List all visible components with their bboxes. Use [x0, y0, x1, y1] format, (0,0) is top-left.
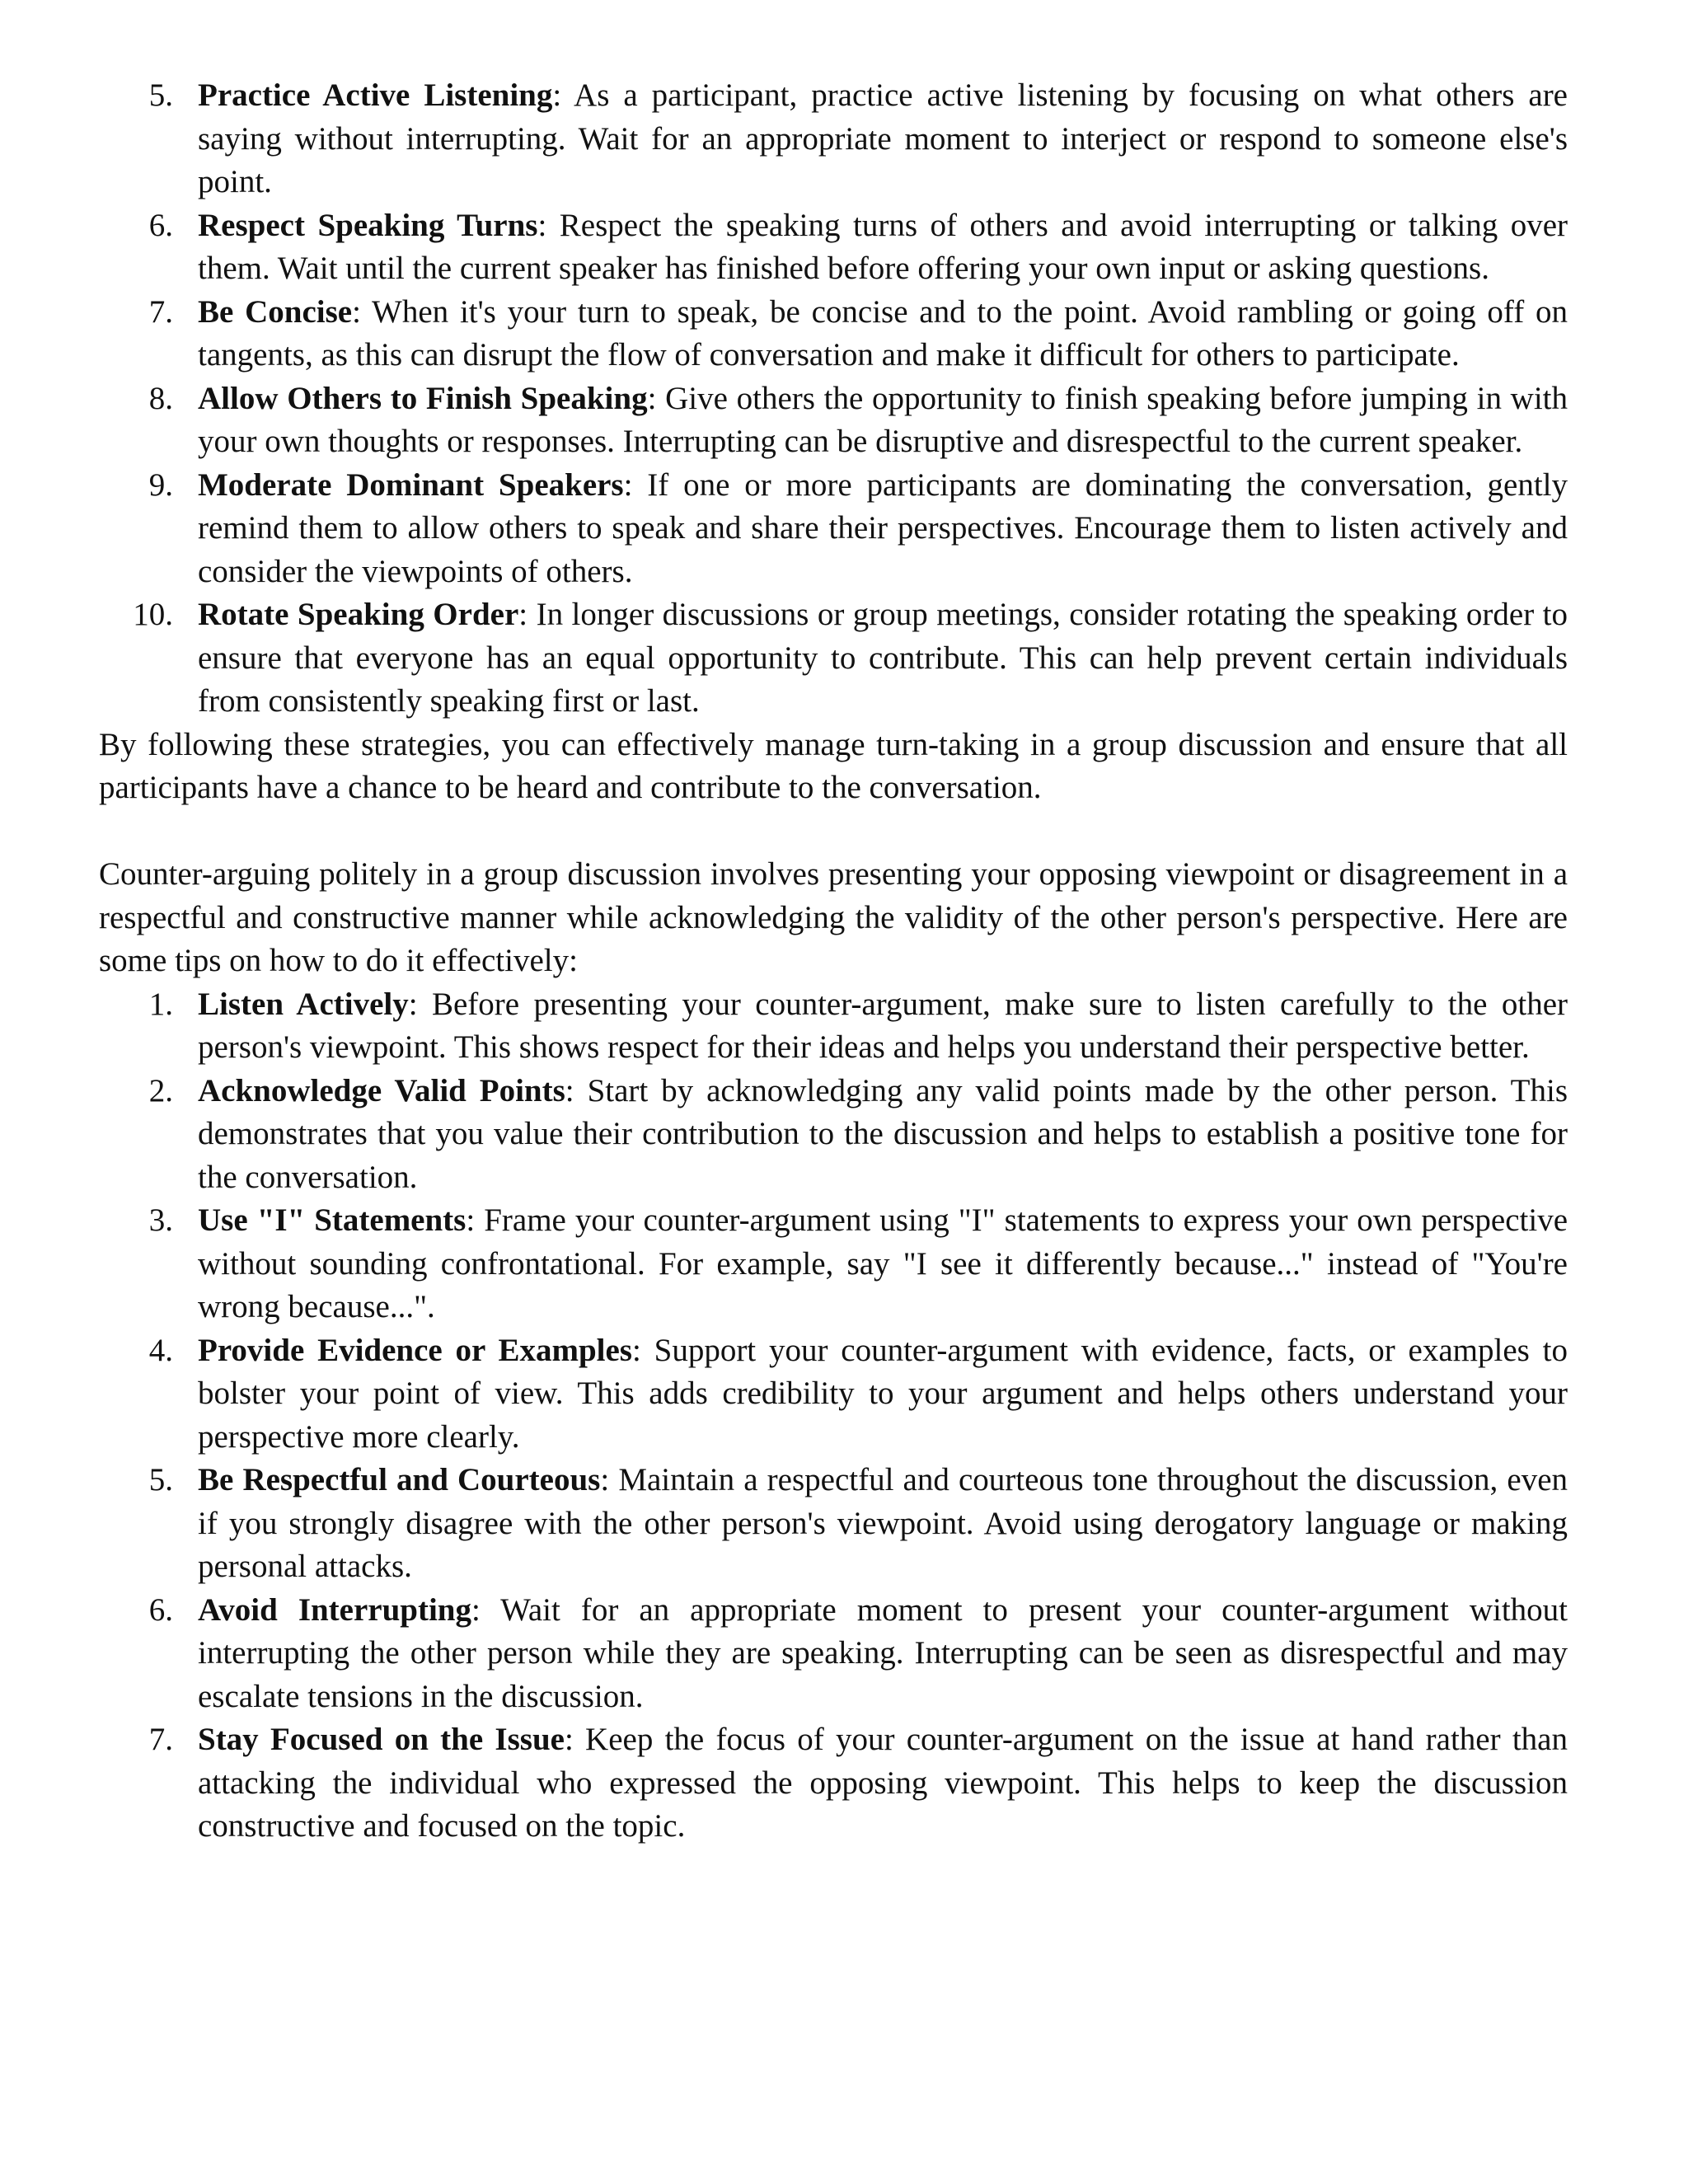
list-item [99, 1459, 1568, 1589]
item-text: : Maintain a respectful and courteous tone throughout the discussion, even if you strongly disagree with the other person's viewpoint. Avoid using derogatory language or making personal attacks. [198, 1462, 1568, 1584]
list-number: 6. [148, 1591, 173, 1628]
item-text: : When it's your turn to speak, be concise and to the point. Avoid rambling or going off on tangents, as this can disrupt the flow of conversation and make it difficult for others to participate. [198, 293, 1568, 373]
item-text: : Respect the speaking turns of others and avoid interrupting or talking over them. Wait until the current speaker has finished before offering your own input or asking questions. [198, 207, 1568, 286]
item-term: Rotate Speaking Order [198, 597, 519, 632]
list-item [99, 464, 1568, 594]
item-text: : As a participant, practice active listening by focusing on what others are saying without interrupting. Wait for an appropriate moment to interject or respond to someone else's point. [198, 77, 1568, 199]
item-term: Respect Speaking Turns [198, 207, 538, 243]
list-number: 8. [148, 380, 173, 416]
list-number: 3. [148, 1202, 173, 1238]
list-number: 1. [148, 986, 173, 1022]
list-number: 7. [148, 1722, 173, 1757]
list-item [99, 983, 1568, 1070]
item-text: : Keep the focus of your counter-argument on the issue at hand rather than attacking the individual who expressed the opposing viewpoint. This helps to keep the discussion constructive and focused on the topic. [198, 1722, 1568, 1844]
list-item [99, 593, 1568, 724]
item-term: Moderate Dominant Speakers [198, 466, 624, 503]
list-number: 5. [148, 1462, 173, 1497]
item-text: : In longer discussions or group meetings, consider rotating the speaking order to ensure that everyone has an equal opportunity to contribute. This can help prevent certain individuals from consistently speaking first or last. [198, 597, 1568, 719]
item-text: : Before presenting your counter-argument, make sure to listen carefully to the other person's viewpoint. This shows respect for their ideas and helps you understand their perspective better. [198, 986, 1568, 1065]
list-number: 5. [148, 77, 173, 113]
list-item [99, 1329, 1568, 1460]
item-term: Acknowledge Valid Points [198, 1072, 565, 1108]
list-number: 6. [148, 207, 173, 243]
item-term: Provide Evidence or Examples [198, 1332, 632, 1368]
list-item [99, 291, 1568, 377]
item-text: : Give others the opportunity to finish speaking before jumping in with your own thoughts or responses. Interrupting can be disruptive and disrespectful to the current speaker. [198, 380, 1568, 459]
list-item [99, 74, 1568, 204]
list-item [99, 1199, 1568, 1329]
list-number: 2. [148, 1072, 173, 1108]
item-text: : Start by acknowledging any valid points made by the other person. This demonstrates that you value their contribution to the discussion and helps to establish a positive tone for the conversation. [198, 1072, 1568, 1195]
item-term: Practice Active Listening [198, 77, 553, 113]
list-item [99, 1718, 1568, 1849]
turn-taking-strategies-list [99, 74, 1568, 724]
list-item [99, 204, 1568, 291]
item-term: Be Concise [198, 293, 353, 330]
list-item [99, 1589, 1568, 1719]
item-text: : Support your counter-argument with evidence, facts, or examples to bolster your point of view. This adds credibility to your argument and helps others understand your perspective more clearly. [198, 1332, 1568, 1455]
item-term: Avoid Interrupting [198, 1591, 471, 1628]
list-number: 10. [133, 597, 173, 632]
item-term: Stay Focused on the Issue [198, 1722, 565, 1757]
intro-paragraph: Counter-arguing politely in a group discussion involves presenting your opposing viewpoint or disagreement in a respectful and constructive manner while acknowledging the validity of the other person's perspective. Here are some tips on how to do it effectively: [99, 856, 1568, 978]
counter-argument-tips-list [99, 983, 1568, 1849]
summary-paragraph: By following these strategies, you can effectively manage turn-taking in a group discussion and ensure that all participants have a chance to be heard and contribute to the conversation. [99, 726, 1568, 805]
item-term: Use "I" Statements [198, 1202, 467, 1238]
list-item [99, 1070, 1568, 1200]
document-page [99, 74, 1568, 1849]
item-text: : If one or more participants are dominating the conversation, gently remind them to allow others to speak and share their perspectives. Encourage them to listen actively and consider the viewpoints of others. [198, 466, 1568, 589]
list-number: 4. [148, 1332, 173, 1368]
paragraph-gap [99, 810, 1568, 854]
list-item [99, 377, 1568, 464]
item-text: : Frame your counter-argument using "I" statements to express your own perspective without sounding confrontational. For example, say "I see it differently because..." instead of "You're wrong because...". [198, 1202, 1568, 1324]
list-number: 9. [148, 466, 173, 503]
item-term: Listen Actively [198, 986, 409, 1022]
list-number: 7. [148, 293, 173, 330]
item-term: Be Respectful and Courteous [198, 1462, 601, 1497]
item-text: : Wait for an appropriate moment to present your counter-argument without interrupting the other person while they are speaking. Interrupting can be seen as disrespectful and may escalate tensions in the discussion. [198, 1591, 1568, 1714]
item-term: Allow Others to Finish Speaking [198, 380, 648, 416]
